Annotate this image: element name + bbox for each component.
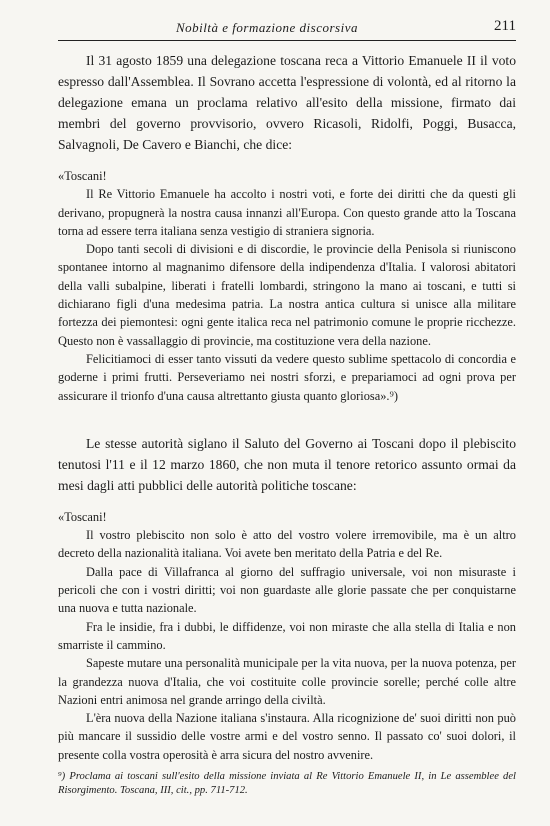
quote-paragraph: Il Re Vittorio Emanuele ha accolto i nostri voti, e forte dei diritti che da questi gli derivano, propugnerà la nostra causa innanzi all'Europa. Con questo grande atto la Toscana torna ad essere terra italiana senza vestigio di straniera signoria. bbox=[58, 187, 516, 238]
page-number: 211 bbox=[494, 18, 516, 34]
quote-paragraph: Il vostro plebiscito non solo è atto del vostro volere irremovibile, ma è un altro decreto della nazionalità italiana. Voi avete ben meritato della Patria e del Re. bbox=[58, 528, 516, 561]
middle-paragraph: Le stesse autorità siglano il Saluto del Governo ai Toscani dopo il plebiscito tenutosi l'11 e il 12 marzo 1860, che non muta il tenore retorico assunto ormai da mesi dagli atti pubblici delle autorità politiche toscane: bbox=[58, 435, 516, 493]
main-text bbox=[58, 50, 516, 764]
proclamation-quote-2 bbox=[58, 508, 516, 764]
running-title: Nobiltà e formazione discorsiva bbox=[176, 20, 358, 35]
footnote: ⁹) Proclama ai toscani sull'esito della missione inviata al Re Vittorio Emanuele II, in Le assemblee del Risorgimento. Toscana, III, cit., pp. 711-712. bbox=[58, 771, 516, 796]
quote-paragraph: Fra le insidie, fra i dubbi, le diffidenze, voi non miraste che alla stella di Italia e non smarriste il cammino. bbox=[58, 619, 516, 652]
page-header bbox=[58, 18, 516, 41]
quote-paragraph: Dopo tanti secoli di divisioni e di discordie, le provincie della Penisola si riuniscono spontanee intorno al magnanimo difensore della indipendenza d'Italia. I valorosi abitatori della valli subalpine, liberati i fratelli lombardi, stringono la mano ai toscani, e tutti si dichiarano figli d'una medesima patria. La nostra antica cultura si unisce alla militare fortezza dei piemontesi: ogni gente italica reca nel patrimonio comune le proprie ricchezze. Questo non è vassallaggio di provincie, ma costituzione vera della nazione. bbox=[58, 242, 516, 348]
quote-salutation: «Toscani! bbox=[58, 509, 107, 524]
quote-paragraph: Sapeste mutare una personalità municipale per la vita nuova, per la nuova potenza, per la grandezza nuova d'Italia, che voi costituite colle provincie sorelle; perché colle altre Nazioni entri animosa nel grande arringo della civiltà. bbox=[58, 656, 516, 707]
proclamation-quote-1 bbox=[58, 167, 516, 405]
quote-paragraph: Dalla pace di Villafranca al giorno del suffragio universale, voi non misuraste i pericoli che con i vostri diritti; voi non guardaste alle glorie passate che per conquistarne una nuova e tutta nazionale. bbox=[58, 564, 516, 616]
intro-paragraph: Il 31 agosto 1859 una delegazione toscana reca a Vittorio Emanuele II il voto espresso dall'Assemblea. Il Sovrano accetta l'espressione di volontà, ed al ritorno la delegazione emana un proclama relativo all'esito della missione, firmato dai membri del governo provvisorio, ovvero Ricasoli, Ridolfi, Poggi, Busacca, Salvagnoli, De Cavero e Bianchi, che dice: bbox=[58, 53, 516, 152]
quote-salutation: «Toscani! bbox=[58, 169, 107, 183]
quote-paragraph: L'èra nuova della Nazione italiana s'instaura. Alla ricognizione de' suoi diritti non può più mancare il sussidio delle vostre armi e del vostro senno. Il passato co' suoi dolori, il presente colla vostra operosità è arra sicura del nostro avvenire. bbox=[58, 711, 516, 762]
quote-paragraph: Felicitiamoci di esser tanto vissuti da vedere questo sublime spettacolo di concordia e goderne i primi frutti. Perseveriamo nei nostri sforzi, e prepariamoci ad ogni prova per assicurare il trionfo d'una causa altrettanto giusta quanto gloriosa».⁹) bbox=[58, 351, 516, 403]
